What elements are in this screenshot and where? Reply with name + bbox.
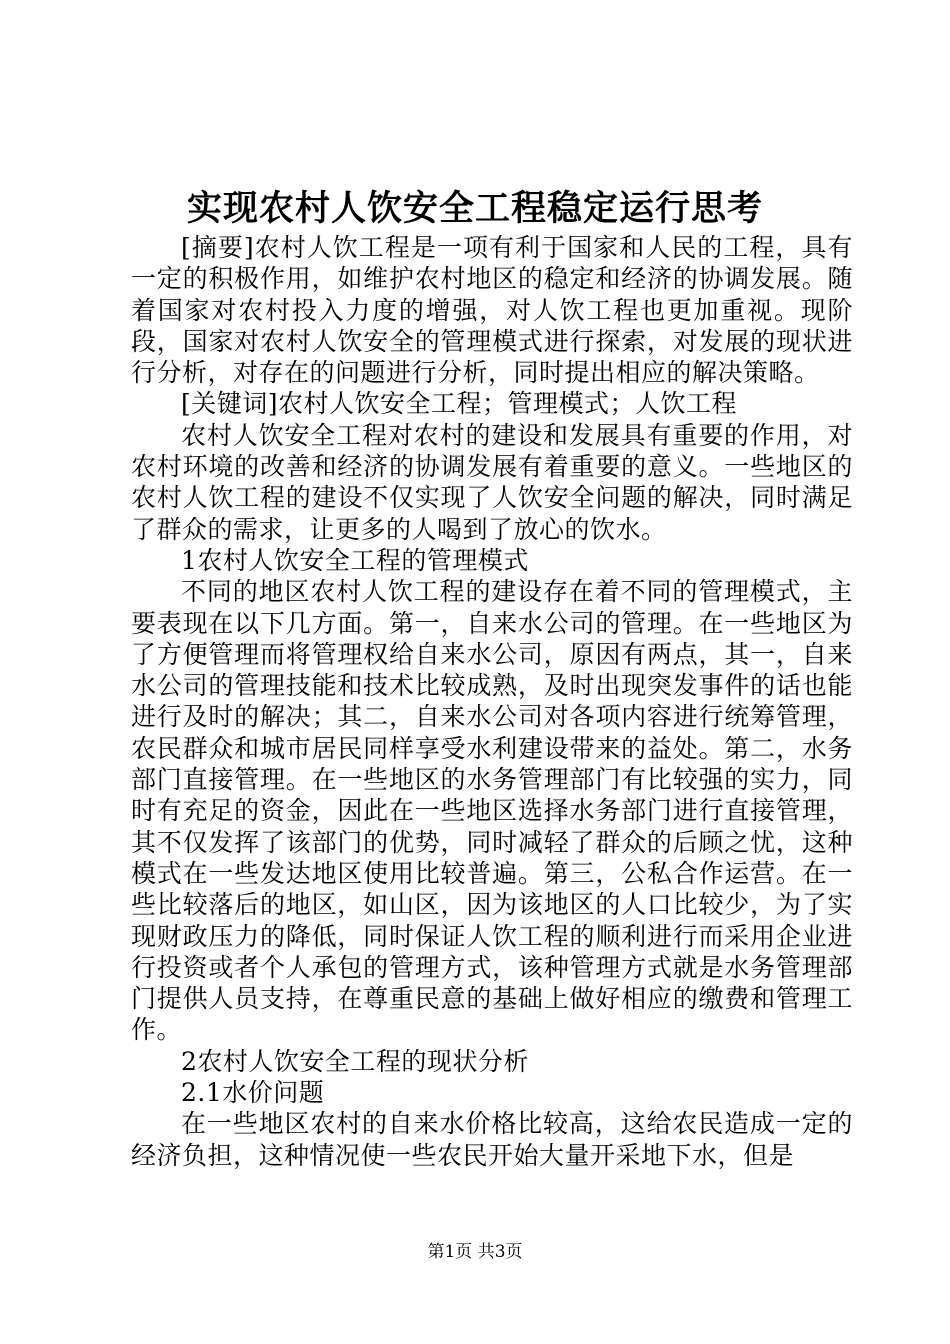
document-body: [131, 232, 853, 1171]
abstract-paragraph: [摘要]农村人饮工程是一项有利于国家和人民的工程，具有一定的积极作用，如维护农村地区的稳定和经济的协调发展。随着国家对农村投入力度的增强，对人饮工程也更加重视。现阶段，国家对农村人饮安全的管理模式进行探索，对发展的现状进行分析，对存在的问题进行分析，同时提出相应的解决策略。: [131, 233, 853, 388]
section-1-paragraph: 不同的地区农村人饮工程的建设存在着不同的管理模式，主要表现在以下几方面。第一，自来水公司的管理。在一些地区为了方便管理而将管理权给自来水公司，原因有两点，其一，自来水公司的管理技能和技术比较成熟，及时出现突发事件的话也能进行及时的解决；其二，自来水公司对各项内容进行统筹管理，农民群众和城市居民同样享受水利建设带来的益处。第二，水务部门直接管理。在一些地区的水务管理部门有比较强的实力，同时有充足的资金，因此在一些地区选择水务部门进行直接管理，其不仅发挥了该部门的优势，同时减轻了群众的后顾之忧，这种模式在一些发达地区使用比较普遍。第三，公私合作运营。在一些比较落后的地区，如山区，因为该地区的人口比较少，为了实现财政压力的降低，同时保证人饮工程的顺利进行而采用企业进行投资或者个人承包的管理方式，该种管理方式就是水务管理部门提供人员支持，在尊重民意的基础上做好相应的缴费和管理工作。: [131, 577, 853, 1045]
section-heading-1: 1农村人饮安全工程的管理模式: [181, 545, 529, 575]
intro-paragraph: 农村人饮安全工程对农村的建设和发展具有重要的作用，对农村环境的改善和经济的协调发展有着重要的意义。一些地区的农村人饮工程的建设不仅实现了人饮安全问题的解决，同时满足了群众的需求，让更多的人喝到了放心的饮水。: [131, 420, 853, 544]
section-heading-2: 2农村人饮安全工程的现状分析: [181, 1046, 529, 1076]
subsection-heading-2-1: 2.1水价问题: [181, 1078, 325, 1108]
document-title: 实现农村人饮安全工程稳定运行思考: [186, 188, 763, 229]
keywords-paragraph: [关键词]农村人饮安全工程；管理模式；人饮工程: [181, 389, 738, 419]
page-number: 第1页 共3页: [427, 1242, 523, 1262]
subsection-2-1-paragraph: 在一些地区农村的自来水价格比较高，这给农民造成一定的经济负担，这种情况使一些农民开始大量开采地下水，但是: [131, 1109, 853, 1170]
